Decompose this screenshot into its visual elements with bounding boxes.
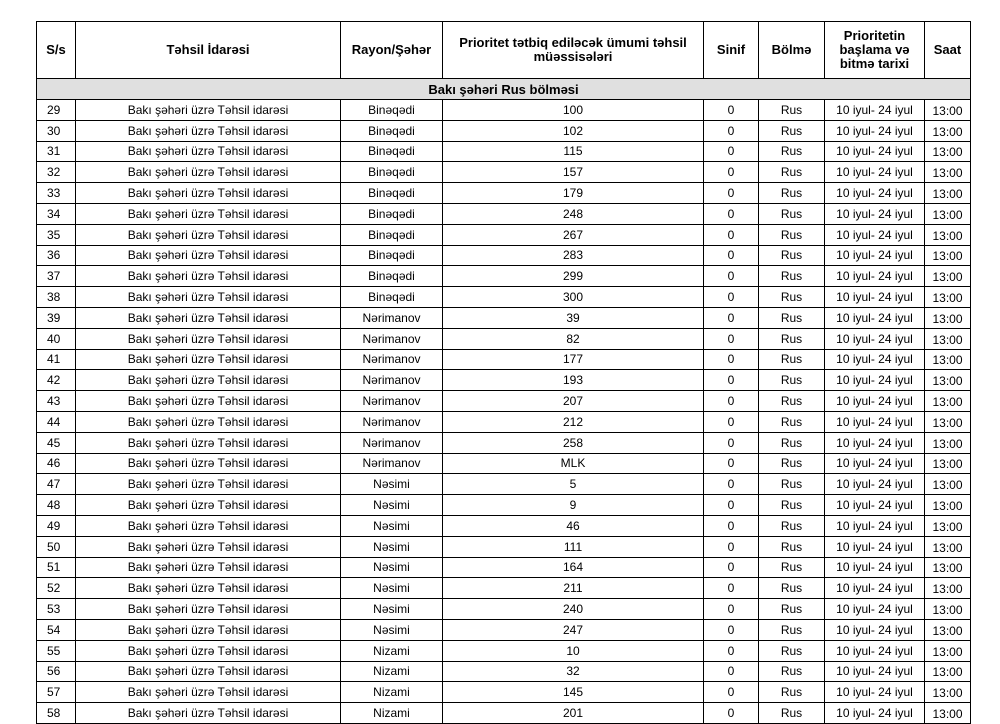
cell-grade: 0: [704, 515, 759, 536]
header-school: Prioritet tətbiq ediləcək ümumi təhsil müəssisələri: [443, 22, 704, 79]
cell-school: 32: [443, 661, 704, 682]
cell-school: 240: [443, 599, 704, 620]
cell-school: 248: [443, 203, 704, 224]
cell-office: Bakı şəhəri üzrə Təhsil idarəsi: [76, 203, 341, 224]
cell-time: 13:00: [925, 162, 971, 183]
cell-section: Rus: [759, 245, 825, 266]
cell-district: Nəsimi: [341, 619, 443, 640]
cell-section: Rus: [759, 515, 825, 536]
cell-grade: 0: [704, 557, 759, 578]
cell-section: Rus: [759, 661, 825, 682]
cell-school: 177: [443, 349, 704, 370]
cell-office: Bakı şəhəri üzrə Təhsil idarəsi: [76, 162, 341, 183]
cell-time: 13:00: [925, 370, 971, 391]
table-row: [37, 619, 971, 640]
cell-grade: 0: [704, 599, 759, 620]
cell-office: Bakı şəhəri üzrə Təhsil idarəsi: [76, 557, 341, 578]
header-num: S/s: [37, 22, 76, 79]
cell-section: Rus: [759, 224, 825, 245]
cell-time: 13:00: [925, 599, 971, 620]
cell-time: 13:00: [925, 515, 971, 536]
cell-num: 51: [37, 557, 76, 578]
cell-time: 13:00: [925, 682, 971, 703]
table-row: [37, 453, 971, 474]
cell-time: 13:00: [925, 474, 971, 495]
table-row: [37, 141, 971, 162]
cell-grade: 0: [704, 474, 759, 495]
cell-dates: 10 iyul- 24 iyul: [825, 370, 925, 391]
cell-section: Rus: [759, 411, 825, 432]
cell-dates: 10 iyul- 24 iyul: [825, 599, 925, 620]
cell-district: Nərimanov: [341, 349, 443, 370]
cell-num: 45: [37, 432, 76, 453]
cell-time: 13:00: [925, 411, 971, 432]
cell-school: 5: [443, 474, 704, 495]
cell-section: Rus: [759, 266, 825, 287]
table-row: [37, 287, 971, 308]
cell-office: Bakı şəhəri üzrə Təhsil idarəsi: [76, 515, 341, 536]
cell-office: Bakı şəhəri üzrə Təhsil idarəsi: [76, 100, 341, 121]
cell-school: 10: [443, 640, 704, 661]
cell-time: 13:00: [925, 557, 971, 578]
table-row: [37, 349, 971, 370]
table-row: [37, 203, 971, 224]
cell-school: 201: [443, 703, 704, 724]
cell-office: Bakı şəhəri üzrə Təhsil idarəsi: [76, 495, 341, 516]
cell-dates: 10 iyul- 24 iyul: [825, 682, 925, 703]
cell-time: 13:00: [925, 619, 971, 640]
cell-num: 58: [37, 703, 76, 724]
cell-school: 145: [443, 682, 704, 703]
cell-grade: 0: [704, 287, 759, 308]
cell-grade: 0: [704, 391, 759, 412]
cell-district: Nərimanov: [341, 432, 443, 453]
header-dates: Prioritetin başlama və bitmə tarixi: [825, 22, 925, 79]
cell-office: Bakı şəhəri üzrə Təhsil idarəsi: [76, 661, 341, 682]
cell-dates: 10 iyul- 24 iyul: [825, 100, 925, 121]
cell-dates: 10 iyul- 24 iyul: [825, 349, 925, 370]
cell-grade: 0: [704, 536, 759, 557]
cell-school: 102: [443, 120, 704, 141]
cell-num: 52: [37, 578, 76, 599]
cell-school: 46: [443, 515, 704, 536]
cell-grade: 0: [704, 183, 759, 204]
cell-num: 33: [37, 183, 76, 204]
cell-office: Bakı şəhəri üzrə Təhsil idarəsi: [76, 120, 341, 141]
cell-district: Nəsimi: [341, 578, 443, 599]
cell-dates: 10 iyul- 24 iyul: [825, 266, 925, 287]
cell-district: Binəqədi: [341, 100, 443, 121]
cell-section: Rus: [759, 328, 825, 349]
priority-schools-table: [36, 21, 971, 724]
table-row: [37, 536, 971, 557]
cell-office: Bakı şəhəri üzrə Təhsil idarəsi: [76, 682, 341, 703]
cell-office: Bakı şəhəri üzrə Təhsil idarəsi: [76, 349, 341, 370]
table-row: [37, 100, 971, 121]
table-row: [37, 557, 971, 578]
table-row: [37, 245, 971, 266]
cell-section: Rus: [759, 287, 825, 308]
cell-district: Nizami: [341, 640, 443, 661]
cell-section: Rus: [759, 578, 825, 599]
cell-dates: 10 iyul- 24 iyul: [825, 515, 925, 536]
cell-time: 13:00: [925, 245, 971, 266]
cell-num: 43: [37, 391, 76, 412]
cell-school: 283: [443, 245, 704, 266]
cell-school: 267: [443, 224, 704, 245]
cell-district: Nəsimi: [341, 515, 443, 536]
cell-time: 13:00: [925, 703, 971, 724]
cell-grade: 0: [704, 266, 759, 287]
cell-district: Nəsimi: [341, 474, 443, 495]
cell-district: Binəqədi: [341, 224, 443, 245]
cell-num: 50: [37, 536, 76, 557]
cell-office: Bakı şəhəri üzrə Təhsil idarəsi: [76, 266, 341, 287]
header-time: Saat: [925, 22, 971, 79]
cell-time: 13:00: [925, 391, 971, 412]
cell-school: MLK: [443, 453, 704, 474]
cell-school: 207: [443, 391, 704, 412]
cell-dates: 10 iyul- 24 iyul: [825, 640, 925, 661]
cell-office: Bakı şəhəri üzrə Təhsil idarəsi: [76, 703, 341, 724]
cell-dates: 10 iyul- 24 iyul: [825, 432, 925, 453]
table-row: [37, 515, 971, 536]
cell-dates: 10 iyul- 24 iyul: [825, 495, 925, 516]
cell-time: 13:00: [925, 432, 971, 453]
cell-district: Binəqədi: [341, 162, 443, 183]
cell-section: Rus: [759, 536, 825, 557]
cell-office: Bakı şəhəri üzrə Təhsil idarəsi: [76, 536, 341, 557]
cell-grade: 0: [704, 245, 759, 266]
cell-num: 29: [37, 100, 76, 121]
cell-district: Nəsimi: [341, 557, 443, 578]
cell-section: Rus: [759, 162, 825, 183]
cell-dates: 10 iyul- 24 iyul: [825, 307, 925, 328]
cell-district: Nizami: [341, 661, 443, 682]
cell-district: Binəqədi: [341, 266, 443, 287]
table-row: [37, 599, 971, 620]
table-row: [37, 328, 971, 349]
cell-num: 53: [37, 599, 76, 620]
cell-dates: 10 iyul- 24 iyul: [825, 619, 925, 640]
table-row: [37, 266, 971, 287]
cell-school: 179: [443, 183, 704, 204]
cell-school: 212: [443, 411, 704, 432]
cell-district: Nizami: [341, 682, 443, 703]
cell-num: 35: [37, 224, 76, 245]
cell-grade: 0: [704, 203, 759, 224]
cell-grade: 0: [704, 619, 759, 640]
cell-office: Bakı şəhəri üzrə Təhsil idarəsi: [76, 578, 341, 599]
cell-grade: 0: [704, 411, 759, 432]
cell-school: 111: [443, 536, 704, 557]
header-district: Rayon/Şəhər: [341, 22, 443, 79]
cell-district: Nərimanov: [341, 370, 443, 391]
cell-district: Nərimanov: [341, 391, 443, 412]
cell-num: 56: [37, 661, 76, 682]
cell-office: Bakı şəhəri üzrə Təhsil idarəsi: [76, 391, 341, 412]
cell-district: Nərimanov: [341, 307, 443, 328]
cell-dates: 10 iyul- 24 iyul: [825, 661, 925, 682]
table-row: [37, 474, 971, 495]
cell-section: Rus: [759, 619, 825, 640]
cell-district: Nəsimi: [341, 495, 443, 516]
cell-school: 211: [443, 578, 704, 599]
table-row: [37, 391, 971, 412]
cell-district: Nəsimi: [341, 536, 443, 557]
table-row: [37, 661, 971, 682]
cell-dates: 10 iyul- 24 iyul: [825, 453, 925, 474]
cell-office: Bakı şəhəri üzrə Təhsil idarəsi: [76, 183, 341, 204]
cell-num: 48: [37, 495, 76, 516]
cell-time: 13:00: [925, 266, 971, 287]
cell-section: Rus: [759, 370, 825, 391]
table-row: [37, 411, 971, 432]
cell-district: Nərimanov: [341, 328, 443, 349]
cell-time: 13:00: [925, 183, 971, 204]
cell-district: Binəqədi: [341, 120, 443, 141]
cell-office: Bakı şəhəri üzrə Təhsil idarəsi: [76, 619, 341, 640]
cell-school: 258: [443, 432, 704, 453]
cell-time: 13:00: [925, 328, 971, 349]
header-row: [37, 22, 971, 79]
cell-num: 40: [37, 328, 76, 349]
header-grade: Sinif: [704, 22, 759, 79]
cell-num: 46: [37, 453, 76, 474]
cell-num: 32: [37, 162, 76, 183]
cell-num: 30: [37, 120, 76, 141]
table-row: [37, 120, 971, 141]
cell-district: Nəsimi: [341, 599, 443, 620]
cell-time: 13:00: [925, 141, 971, 162]
cell-time: 13:00: [925, 578, 971, 599]
cell-section: Rus: [759, 100, 825, 121]
cell-section: Rus: [759, 432, 825, 453]
cell-school: 164: [443, 557, 704, 578]
cell-grade: 0: [704, 703, 759, 724]
cell-time: 13:00: [925, 224, 971, 245]
cell-num: 38: [37, 287, 76, 308]
cell-num: 34: [37, 203, 76, 224]
header-section: Bölmə: [759, 22, 825, 79]
cell-grade: 0: [704, 370, 759, 391]
cell-dates: 10 iyul- 24 iyul: [825, 224, 925, 245]
cell-num: 54: [37, 619, 76, 640]
table-row: [37, 640, 971, 661]
cell-school: 247: [443, 619, 704, 640]
cell-dates: 10 iyul- 24 iyul: [825, 245, 925, 266]
cell-office: Bakı şəhəri üzrə Təhsil idarəsi: [76, 432, 341, 453]
cell-school: 299: [443, 266, 704, 287]
cell-grade: 0: [704, 328, 759, 349]
cell-district: Binəqədi: [341, 141, 443, 162]
cell-office: Bakı şəhəri üzrə Təhsil idarəsi: [76, 224, 341, 245]
cell-section: Rus: [759, 203, 825, 224]
cell-time: 13:00: [925, 120, 971, 141]
cell-section: Rus: [759, 599, 825, 620]
cell-grade: 0: [704, 661, 759, 682]
table-row: [37, 162, 971, 183]
cell-section: Rus: [759, 557, 825, 578]
cell-time: 13:00: [925, 661, 971, 682]
cell-dates: 10 iyul- 24 iyul: [825, 703, 925, 724]
cell-section: Rus: [759, 307, 825, 328]
cell-grade: 0: [704, 349, 759, 370]
cell-num: 49: [37, 515, 76, 536]
cell-dates: 10 iyul- 24 iyul: [825, 328, 925, 349]
cell-district: Binəqədi: [341, 203, 443, 224]
table-row: [37, 578, 971, 599]
cell-time: 13:00: [925, 203, 971, 224]
cell-num: 44: [37, 411, 76, 432]
cell-grade: 0: [704, 453, 759, 474]
cell-dates: 10 iyul- 24 iyul: [825, 536, 925, 557]
section-row: [37, 79, 971, 100]
cell-num: 55: [37, 640, 76, 661]
cell-section: Rus: [759, 640, 825, 661]
cell-dates: 10 iyul- 24 iyul: [825, 474, 925, 495]
cell-section: Rus: [759, 120, 825, 141]
cell-district: Binəqədi: [341, 287, 443, 308]
table-row: [37, 183, 971, 204]
section-title: Bakı şəhəri Rus bölməsi: [37, 79, 971, 100]
cell-district: Nizami: [341, 703, 443, 724]
cell-time: 13:00: [925, 640, 971, 661]
cell-school: 82: [443, 328, 704, 349]
cell-dates: 10 iyul- 24 iyul: [825, 578, 925, 599]
table-row: [37, 370, 971, 391]
cell-num: 57: [37, 682, 76, 703]
cell-grade: 0: [704, 307, 759, 328]
cell-section: Rus: [759, 474, 825, 495]
cell-dates: 10 iyul- 24 iyul: [825, 183, 925, 204]
cell-office: Bakı şəhəri üzrə Təhsil idarəsi: [76, 474, 341, 495]
cell-section: Rus: [759, 682, 825, 703]
table-row: [37, 682, 971, 703]
cell-dates: 10 iyul- 24 iyul: [825, 411, 925, 432]
cell-grade: 0: [704, 162, 759, 183]
cell-num: 36: [37, 245, 76, 266]
cell-school: 193: [443, 370, 704, 391]
cell-section: Rus: [759, 703, 825, 724]
table-row: [37, 307, 971, 328]
cell-dates: 10 iyul- 24 iyul: [825, 557, 925, 578]
cell-district: Nərimanov: [341, 453, 443, 474]
cell-grade: 0: [704, 432, 759, 453]
cell-district: Binəqədi: [341, 183, 443, 204]
cell-time: 13:00: [925, 287, 971, 308]
cell-school: 9: [443, 495, 704, 516]
cell-school: 115: [443, 141, 704, 162]
cell-grade: 0: [704, 578, 759, 599]
cell-num: 31: [37, 141, 76, 162]
cell-section: Rus: [759, 349, 825, 370]
cell-school: 157: [443, 162, 704, 183]
cell-office: Bakı şəhəri üzrə Təhsil idarəsi: [76, 453, 341, 474]
cell-school: 39: [443, 307, 704, 328]
cell-time: 13:00: [925, 453, 971, 474]
cell-num: 47: [37, 474, 76, 495]
table-row: [37, 224, 971, 245]
cell-dates: 10 iyul- 24 iyul: [825, 287, 925, 308]
cell-num: 39: [37, 307, 76, 328]
cell-section: Rus: [759, 495, 825, 516]
cell-dates: 10 iyul- 24 iyul: [825, 203, 925, 224]
cell-grade: 0: [704, 141, 759, 162]
cell-office: Bakı şəhəri üzrə Təhsil idarəsi: [76, 287, 341, 308]
cell-section: Rus: [759, 391, 825, 412]
cell-dates: 10 iyul- 24 iyul: [825, 120, 925, 141]
cell-school: 100: [443, 100, 704, 121]
cell-num: 41: [37, 349, 76, 370]
cell-office: Bakı şəhəri üzrə Təhsil idarəsi: [76, 141, 341, 162]
cell-office: Bakı şəhəri üzrə Təhsil idarəsi: [76, 328, 341, 349]
cell-office: Bakı şəhəri üzrə Təhsil idarəsi: [76, 411, 341, 432]
cell-district: Binəqədi: [341, 245, 443, 266]
cell-grade: 0: [704, 640, 759, 661]
cell-grade: 0: [704, 224, 759, 245]
cell-office: Bakı şəhəri üzrə Təhsil idarəsi: [76, 370, 341, 391]
table-row: [37, 495, 971, 516]
cell-num: 37: [37, 266, 76, 287]
cell-grade: 0: [704, 100, 759, 121]
cell-dates: 10 iyul- 24 iyul: [825, 162, 925, 183]
cell-dates: 10 iyul- 24 iyul: [825, 391, 925, 412]
cell-grade: 0: [704, 120, 759, 141]
cell-num: 42: [37, 370, 76, 391]
cell-office: Bakı şəhəri üzrə Təhsil idarəsi: [76, 307, 341, 328]
cell-office: Bakı şəhəri üzrə Təhsil idarəsi: [76, 599, 341, 620]
cell-time: 13:00: [925, 100, 971, 121]
cell-grade: 0: [704, 495, 759, 516]
cell-time: 13:00: [925, 349, 971, 370]
cell-section: Rus: [759, 453, 825, 474]
cell-office: Bakı şəhəri üzrə Təhsil idarəsi: [76, 640, 341, 661]
header-office: Təhsil İdarəsi: [76, 22, 341, 79]
cell-district: Nərimanov: [341, 411, 443, 432]
cell-section: Rus: [759, 141, 825, 162]
cell-dates: 10 iyul- 24 iyul: [825, 141, 925, 162]
table-row: [37, 432, 971, 453]
table-body: [37, 79, 971, 724]
cell-time: 13:00: [925, 307, 971, 328]
cell-section: Rus: [759, 183, 825, 204]
cell-school: 300: [443, 287, 704, 308]
cell-time: 13:00: [925, 495, 971, 516]
cell-grade: 0: [704, 682, 759, 703]
table-row: [37, 703, 971, 724]
cell-time: 13:00: [925, 536, 971, 557]
cell-office: Bakı şəhəri üzrə Təhsil idarəsi: [76, 245, 341, 266]
